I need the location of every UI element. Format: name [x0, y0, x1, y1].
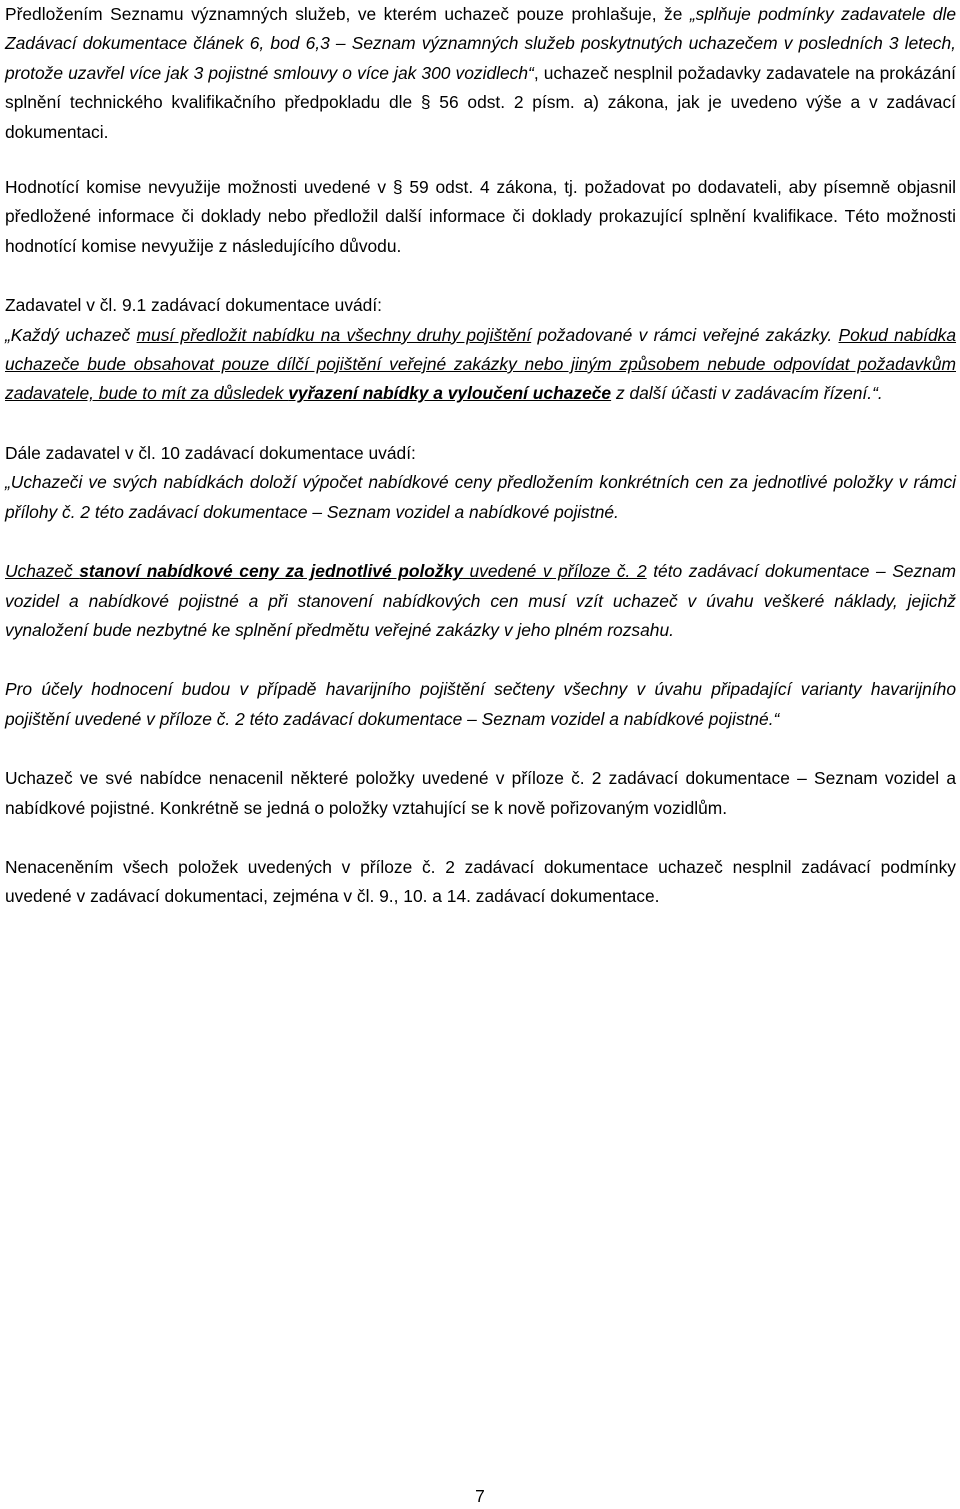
p3-s6: z další účasti v zadávacím řízení.“.: [611, 383, 883, 404]
paragraph-7: Uchazeč ve své nabídce nenacenil některé položky uvedené v příloze č. 2 zadávací dokumentace – Seznam vozidel a nabídkové pojistné. Konkrétně se jedná o položky vztahující se k nově pořizovaným vozidlům.: [5, 768, 956, 818]
p1-text-c: , uchazeč nesplnil požadavky zadavatele na prokázání splnění technického kvalifikačního předpokladu dle § 56 odst. 2 písm. a) zákona, jak je uvedeno výše a v zadávací dokumentaci.: [5, 62, 956, 142]
p5-s1: Uchazeč: [5, 561, 80, 582]
p1-text-a: Předložením Seznamu významných služeb, ve kterém uchazeč pouze prohlašuje, že: [5, 4, 690, 24]
p3-s2: musí předložit nabídku na všechny druhy pojištění: [136, 324, 532, 345]
p3-s1: „Každý uchazeč: [5, 324, 137, 345]
p3-s3: požadované v rámci veřejné zakázky.: [531, 324, 839, 345]
paragraph-4-quote: „Uchazeči ve svých nabídkách doloží výpočet nabídkové ceny předložením konkrétních cen za jednotlivé položky v rámci přílohy č. 2 této zadávací dokumentace – Seznam vozidel a nabídkové pojistné.: [5, 472, 956, 522]
document-page: [5, 0, 956, 912]
paragraph-6: Pro účely hodnocení budou v případě havarijního pojištění sečteny všechny v úvahu připadající varianty havarijního pojištění uvedené v příloze č. 2 této zadávací dokumentace – Seznam vozidel a nabídkové pojistné.“: [5, 679, 956, 729]
p5-s3: uvedené v příloze č. 2: [462, 561, 647, 582]
p5-s2: stanoví nabídkové ceny za jednotlivé položky: [79, 561, 463, 582]
p3-s4: Pokud nabídka uchazeče bude obsahovat pouze dílčí pojištění veřejné zakázky nebo jiným způsobem nebude odpovídat požadavkům zadavatele, bude to mít za důsledek: [5, 324, 957, 404]
paragraph-5: [5, 557, 956, 645]
paragraph-1: [5, 0, 956, 147]
paragraph-3-quote: [5, 321, 956, 409]
page-number: 7: [475, 1486, 485, 1506]
p1-quote: „splňuje podmínky zadavatele dle Zadávací dokumentace článek 6, bod 6,3 – Seznam významných služeb poskytnutých uchazečem v posledních 3 letech, protože uzavřel více jak 3 pojistné smlouvy o více jak 300 vozidlech“: [5, 4, 956, 83]
p5-s4: této zadávací dokumentace – Seznam vozidel a nabídkové pojistné a při stanovení nabídkových cen musí vzít uchazeč v úvahu veškeré náklady, jejichž vynaložení bude nezbytné ke splnění předmětu veřejné zakázky v jeho plném rozsahu.: [5, 561, 957, 640]
paragraph-2: Hodnotící komise nevyužije možnosti uvedené v § 59 odst. 4 zákona, tj. požadovat po dodavateli, aby písemně objasnil předložené informace či doklady nebo předložil další informace či doklady prokazující splnění kvalifikace. Této možnosti hodnotící komise nevyužije z následujícího důvodu.: [5, 177, 956, 256]
p3-s5: vyřazení nabídky a vyloučení uchazeče: [288, 383, 612, 404]
paragraph-4-intro: Dále zadavatel v čl. 10 zadávací dokumentace uvádí:: [5, 442, 416, 463]
paragraph-3-intro: Zadavatel v čl. 9.1 zadávací dokumentace uvádí:: [5, 295, 383, 316]
paragraph-8: Nenaceněním všech položek uvedených v příloze č. 2 zadávací dokumentace uchazeč nesplnil zadávací podmínky uvedené v zadávací dokumentaci, zejména v čl. 9., 10. a 14. zadávací dokumentace.: [5, 856, 956, 907]
